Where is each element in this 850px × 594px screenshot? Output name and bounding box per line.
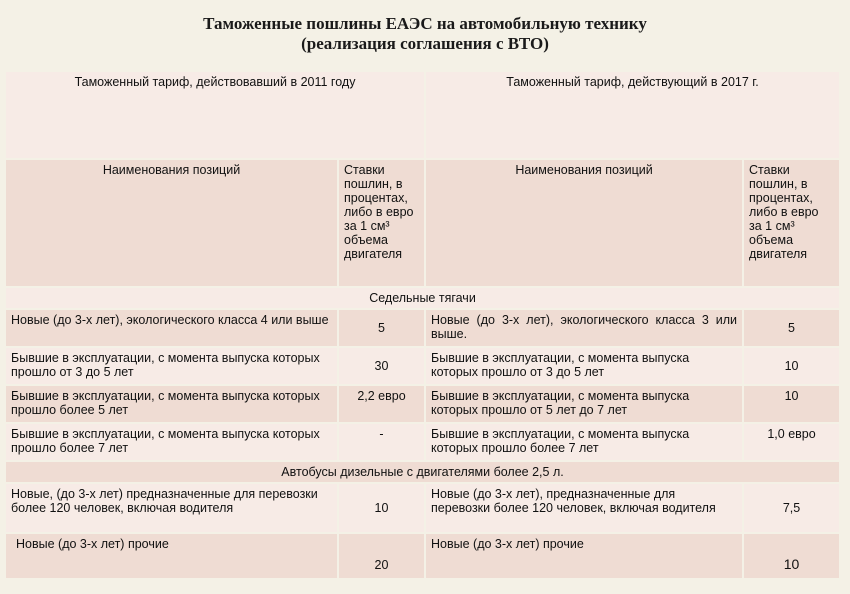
row-5-rate-2017: 7,5 — [743, 483, 840, 533]
col-name-2017-header: Наименования позиций — [425, 159, 743, 287]
row-1-rate-2017: 5 — [743, 309, 840, 347]
row-3-name-2011: Бывшие в эксплуатации, с момента выпуска которых прошло более 5 лет — [5, 385, 338, 423]
col-rate-2017-header: Ставки пошлин, в процентах, либо в евро за 1 см³ объема двигателя — [743, 159, 840, 287]
title-line-2: (реализация соглашения с ВТО) — [301, 34, 549, 53]
column-header-row — [5, 159, 840, 287]
row-5-rate-2011: 10 — [338, 483, 425, 533]
tariff-table — [4, 70, 841, 580]
row-2-rate-2017: 10 — [743, 347, 840, 385]
table-row — [5, 533, 840, 579]
row-1-name-2011: Новые (до 3-х лет), экологического класса 4 или выше — [5, 309, 338, 347]
table-row — [5, 385, 840, 423]
period-2011-header: Таможенный тариф, действовавший в 2011 году — [5, 71, 425, 159]
row-3-name-2017: Бывшие в эксплуатации, с момента выпуска которых прошло от 5 лет до 7 лет — [425, 385, 743, 423]
section-row — [5, 287, 840, 309]
col-name-2011-header: Наименования позиций — [5, 159, 338, 287]
section-tractors: Седельные тягачи — [5, 287, 840, 309]
period-header-row — [5, 71, 840, 159]
row-4-rate-2011: - — [338, 423, 425, 461]
row-2-rate-2011: 30 — [338, 347, 425, 385]
table-row — [5, 423, 840, 461]
row-4-name-2017: Бывшие в эксплуатации, с момента выпуска которых прошло более 7 лет — [425, 423, 743, 461]
row-4-rate-2017: 1,0 евро — [743, 423, 840, 461]
page-title — [0, 14, 850, 54]
row-5-name-2017: Новые (до 3-х лет), предназначенные для перевозки более 120 человек, включая водителя — [425, 483, 743, 533]
row-3-rate-2011: 2,2 евро — [338, 385, 425, 423]
row-6-rate-2017: 10 — [743, 533, 840, 579]
row-5-name-2011: Новые, (до 3-х лет) предназначенные для перевозки более 120 человек, включая водителя — [5, 483, 338, 533]
row-2-name-2017: Бывшие в эксплуатации, с момента выпуска которых прошло от 3 до 5 лет — [425, 347, 743, 385]
table-row — [5, 347, 840, 385]
table-row — [5, 309, 840, 347]
table-row — [5, 483, 840, 533]
row-1-rate-2011: 5 — [338, 309, 425, 347]
section-row — [5, 461, 840, 483]
section-buses: Автобусы дизельные с двигателями более 2,5 л. — [5, 461, 840, 483]
row-2-name-2011: Бывшие в эксплуатации, с момента выпуска которых прошло от 3 до 5 лет — [5, 347, 338, 385]
period-2017-header: Таможенный тариф, действующий в 2017 г. — [425, 71, 840, 159]
row-3-rate-2017: 10 — [743, 385, 840, 423]
title-line-1: Таможенные пошлины ЕАЭС на автомобильную технику — [203, 14, 647, 33]
row-1-name-2017: Новые (до 3-х лет), экологического класса 3 или выше. — [425, 309, 743, 347]
row-6-name-2011: Новые (до 3-х лет) прочие — [5, 533, 338, 579]
row-6-rate-2011: 20 — [338, 533, 425, 579]
row-4-name-2011: Бывшие в эксплуатации, с момента выпуска которых прошло более 7 лет — [5, 423, 338, 461]
row-6-name-2017: Новые (до 3-х лет) прочие — [425, 533, 743, 579]
col-rate-2011-header: Ставки пошлин, в процентах, либо в евро за 1 см³ объема двигателя — [338, 159, 425, 287]
